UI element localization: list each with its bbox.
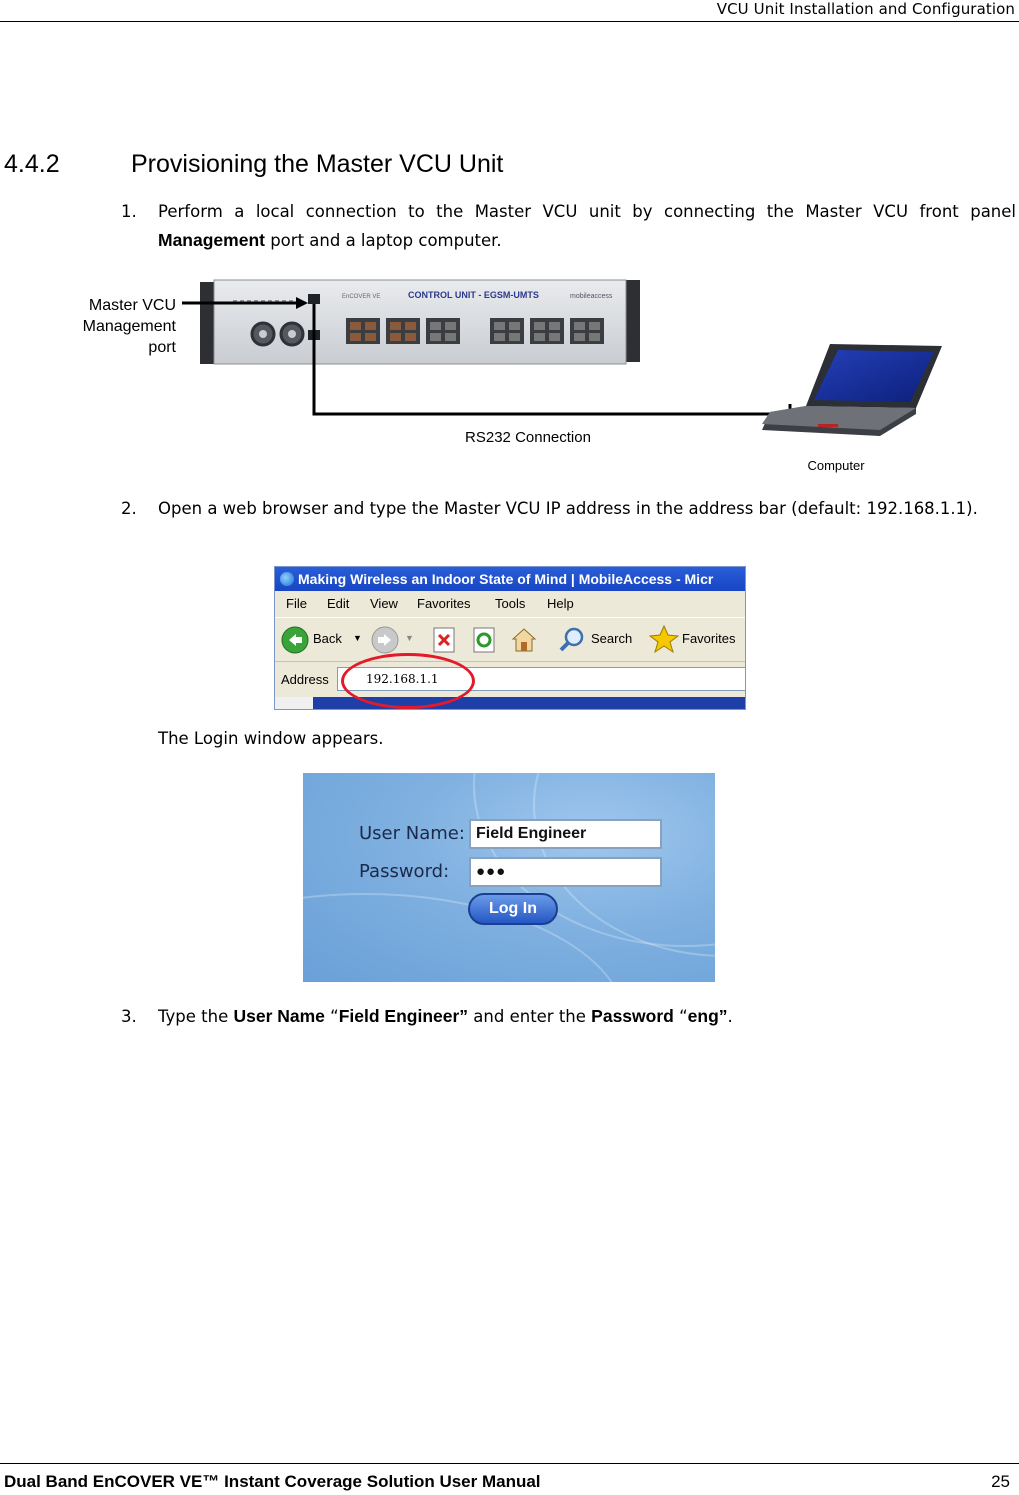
login-button[interactable]: Log In: [468, 893, 558, 925]
search-label[interactable]: Search: [591, 631, 633, 646]
ie-logo-icon: [280, 572, 294, 586]
footer-manual-title: Dual Band EnCOVER VE™ Instant Coverage Solution User Manual: [4, 1472, 541, 1491]
username-field[interactable]: Field Engineer: [469, 819, 662, 849]
computer-label: Computer: [807, 458, 865, 473]
port-group-6: [570, 318, 604, 344]
step-text: .: [727, 1007, 733, 1026]
login-figure: [303, 773, 715, 982]
back-label[interactable]: Back: [313, 631, 342, 646]
running-header: VCU Unit Installation and Configuration: [716, 0, 1015, 18]
port-group-3: [426, 318, 460, 344]
section-title: Provisioning the Master VCU Unit: [131, 150, 504, 178]
hardware-connection-figure: [70, 270, 950, 480]
username-label: User Name:: [359, 823, 465, 844]
management-port: [308, 294, 320, 304]
step-1: [121, 197, 1016, 255]
favorites-star-icon[interactable]: [649, 624, 679, 654]
status-strip: [275, 697, 313, 710]
step-number: 1.: [121, 202, 137, 221]
menu-file[interactable]: File: [286, 596, 307, 611]
callout-line-2: Management: [82, 318, 176, 335]
menu-edit[interactable]: Edit: [327, 596, 350, 611]
laptop-illustration: [762, 344, 942, 436]
menu-bar: [275, 591, 746, 617]
back-dropdown-icon[interactable]: ▼: [353, 633, 362, 643]
unit-label: CONTROL UNIT - EGSM-UMTS: [408, 290, 539, 300]
footer-rule: [0, 1463, 1019, 1464]
port-group-4: [490, 318, 524, 344]
section-heading: [4, 150, 503, 179]
step-text: and enter the: [468, 1007, 592, 1026]
menu-tools[interactable]: Tools: [495, 596, 526, 611]
step-bold: eng”: [687, 1006, 728, 1026]
rack-ear-left: [200, 282, 214, 364]
unit-logo: mobileaccess: [570, 293, 613, 300]
login-note: The Login window appears.: [158, 729, 384, 748]
stop-icon[interactable]: [431, 626, 457, 654]
step-bold: Field Engineer”: [338, 1006, 469, 1026]
rack-ear-right: [626, 280, 640, 362]
refresh-icon[interactable]: [471, 626, 497, 654]
password-label: Password:: [359, 861, 450, 882]
menu-view[interactable]: View: [370, 596, 398, 611]
callout-line-3: port: [148, 339, 176, 356]
port-group-1: [346, 318, 380, 344]
search-icon[interactable]: [557, 625, 587, 655]
unit-brand: EnCOVER VE: [342, 294, 381, 300]
favorites-label[interactable]: Favorites: [682, 631, 736, 646]
page-number: 25: [991, 1472, 1010, 1491]
step-text: Perform a local connection to the Master VCU unit by connecting the Master VCU front panel: [158, 202, 1016, 221]
header-rule: [0, 21, 1019, 22]
step-bold: Password: [591, 1006, 674, 1026]
address-value: 192.168.1.1: [366, 672, 439, 686]
step-text: port and a laptop computer.: [264, 231, 502, 250]
step-text: Type the: [158, 1007, 234, 1026]
forward-dropdown-icon[interactable]: ▼: [405, 633, 414, 643]
address-highlight-circle: [341, 653, 475, 709]
browser-title: Making Wireless an Indoor State of Mind | MobileAccess - Micr: [298, 571, 714, 587]
step-text: “: [673, 1007, 688, 1026]
step-number: 2.: [121, 499, 137, 518]
step-bold: Management: [158, 230, 265, 250]
step-2: [121, 494, 1016, 523]
home-icon[interactable]: [509, 624, 539, 654]
step-bold: User Name: [233, 1006, 325, 1026]
callout-line-1: Master VCU: [88, 297, 176, 314]
back-arrow-icon[interactable]: [281, 626, 309, 654]
forward-arrow-icon[interactable]: [371, 626, 399, 654]
step-number: 3.: [121, 1007, 137, 1026]
step-text: “: [324, 1007, 339, 1026]
port-group-2: [386, 318, 420, 344]
password-field[interactable]: ●●●: [469, 857, 662, 887]
menu-favorites[interactable]: Favorites: [417, 596, 471, 611]
browser-figure: [274, 566, 746, 710]
cable-label: RS232 Connection: [465, 429, 591, 446]
toolbar: [275, 617, 746, 661]
port-group-5: [530, 318, 564, 344]
step-3: [121, 1002, 1016, 1031]
step-text: Open a web browser and type the Master VCU IP address in the address bar (default: 192.168.1.1).: [158, 499, 978, 518]
section-number: 4.4.2: [4, 150, 60, 178]
menu-help[interactable]: Help: [547, 596, 574, 611]
address-label: Address: [281, 672, 329, 687]
browser-title-bar: [275, 567, 746, 591]
